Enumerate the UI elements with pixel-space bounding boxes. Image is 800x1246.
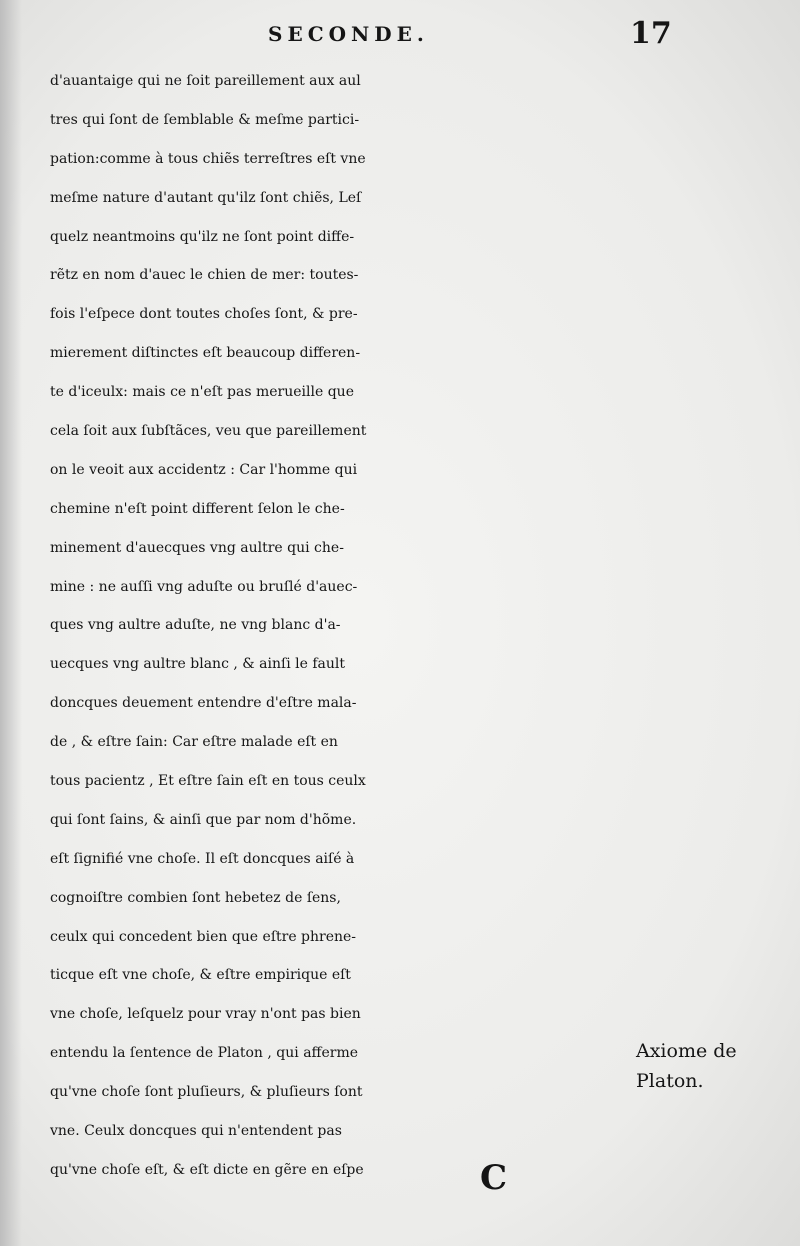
text-line: tous pacientz , Et eſtre ſain eſt en tous ceulx	[50, 773, 366, 790]
text-line: mierement diſtinctes eſt beaucoup differen-	[50, 345, 361, 362]
text-line: fois l'eſpece dont toutes choſes ſont, & pre-	[50, 306, 358, 323]
text-line: te d'iceulx: mais ce n'eſt pas merueille que	[50, 384, 354, 401]
text-line: qui ſont ſains, & ainſi que par nom d'hõme.	[50, 811, 357, 828]
text-line: vne. Ceulx doncques qui n'entendent pas	[50, 1123, 342, 1140]
text-line: mine : ne auſſi vng aduſte ou bruſlé d'auec-	[50, 578, 358, 595]
text-line: uecques vng aultre blanc , & ainſi le fault	[50, 656, 345, 673]
page-number: 17	[630, 16, 672, 51]
text-line: qu'vne choſe eſt, & eſt dicte en gẽre en eſpe	[50, 1161, 364, 1178]
text-line: entendu la ſentence de Platon , qui afferme	[50, 1045, 359, 1062]
text-line: ticque eſt vne choſe, & eſtre empirique eſt	[50, 967, 351, 984]
text-line: chemine n'eſt point different ſelon le che-	[50, 500, 345, 517]
text-line: ceulx qui concedent bien que eſtre phrene-	[50, 928, 357, 945]
text-line: eſt ſignifié vne choſe. Il eſt doncques aiſé à	[50, 850, 355, 867]
text-line: doncques deuement entendre d'eſtre mala-	[50, 695, 357, 712]
text-line: cela ſoit aux ſubſtãces, veu que pareillement	[50, 423, 367, 440]
body-text	[50, 62, 630, 1190]
text-line: vne choſe, leſquelz pour vray n'ont pas bien	[50, 1006, 361, 1023]
text-line: cognoiſtre combien ſont hebetez de ſens,	[50, 889, 341, 906]
text-line: de , & eſtre ſain: Car eſtre malade eſt en	[50, 734, 338, 751]
signature-mark: C	[480, 1158, 508, 1198]
text-line: tres qui ſont de ſemblable & meſme partici-	[50, 111, 360, 128]
running-head: SECONDE.	[268, 22, 429, 46]
text-line: rẽtz en nom d'auec le chien de mer: toutes-	[50, 267, 359, 284]
text-line: quelz neantmoins qu'ilz ne ſont point diffe-	[50, 228, 355, 245]
text-line: meſme nature d'autant qu'ilz ſont chiẽs, Leſ	[50, 189, 362, 206]
text-line: on le veoit aux accidentz : Car l'homme qui	[50, 461, 358, 478]
text-line: minement d'auecques vng aultre qui che-	[50, 539, 344, 556]
text-line: d'auantaige qui ne ſoit pareillement aux aul	[50, 73, 361, 89]
text-line: ques vng aultre aduſte, ne vng blanc d'a-	[50, 617, 341, 634]
marginal-note: Axiome de Platon.	[636, 1040, 737, 1092]
text-line: pation:comme à tous chiẽs terreſtres eſt vne	[50, 150, 366, 167]
text-line: qu'vne choſe ſont pluſieurs, & pluſieurs ſont	[50, 1084, 363, 1101]
